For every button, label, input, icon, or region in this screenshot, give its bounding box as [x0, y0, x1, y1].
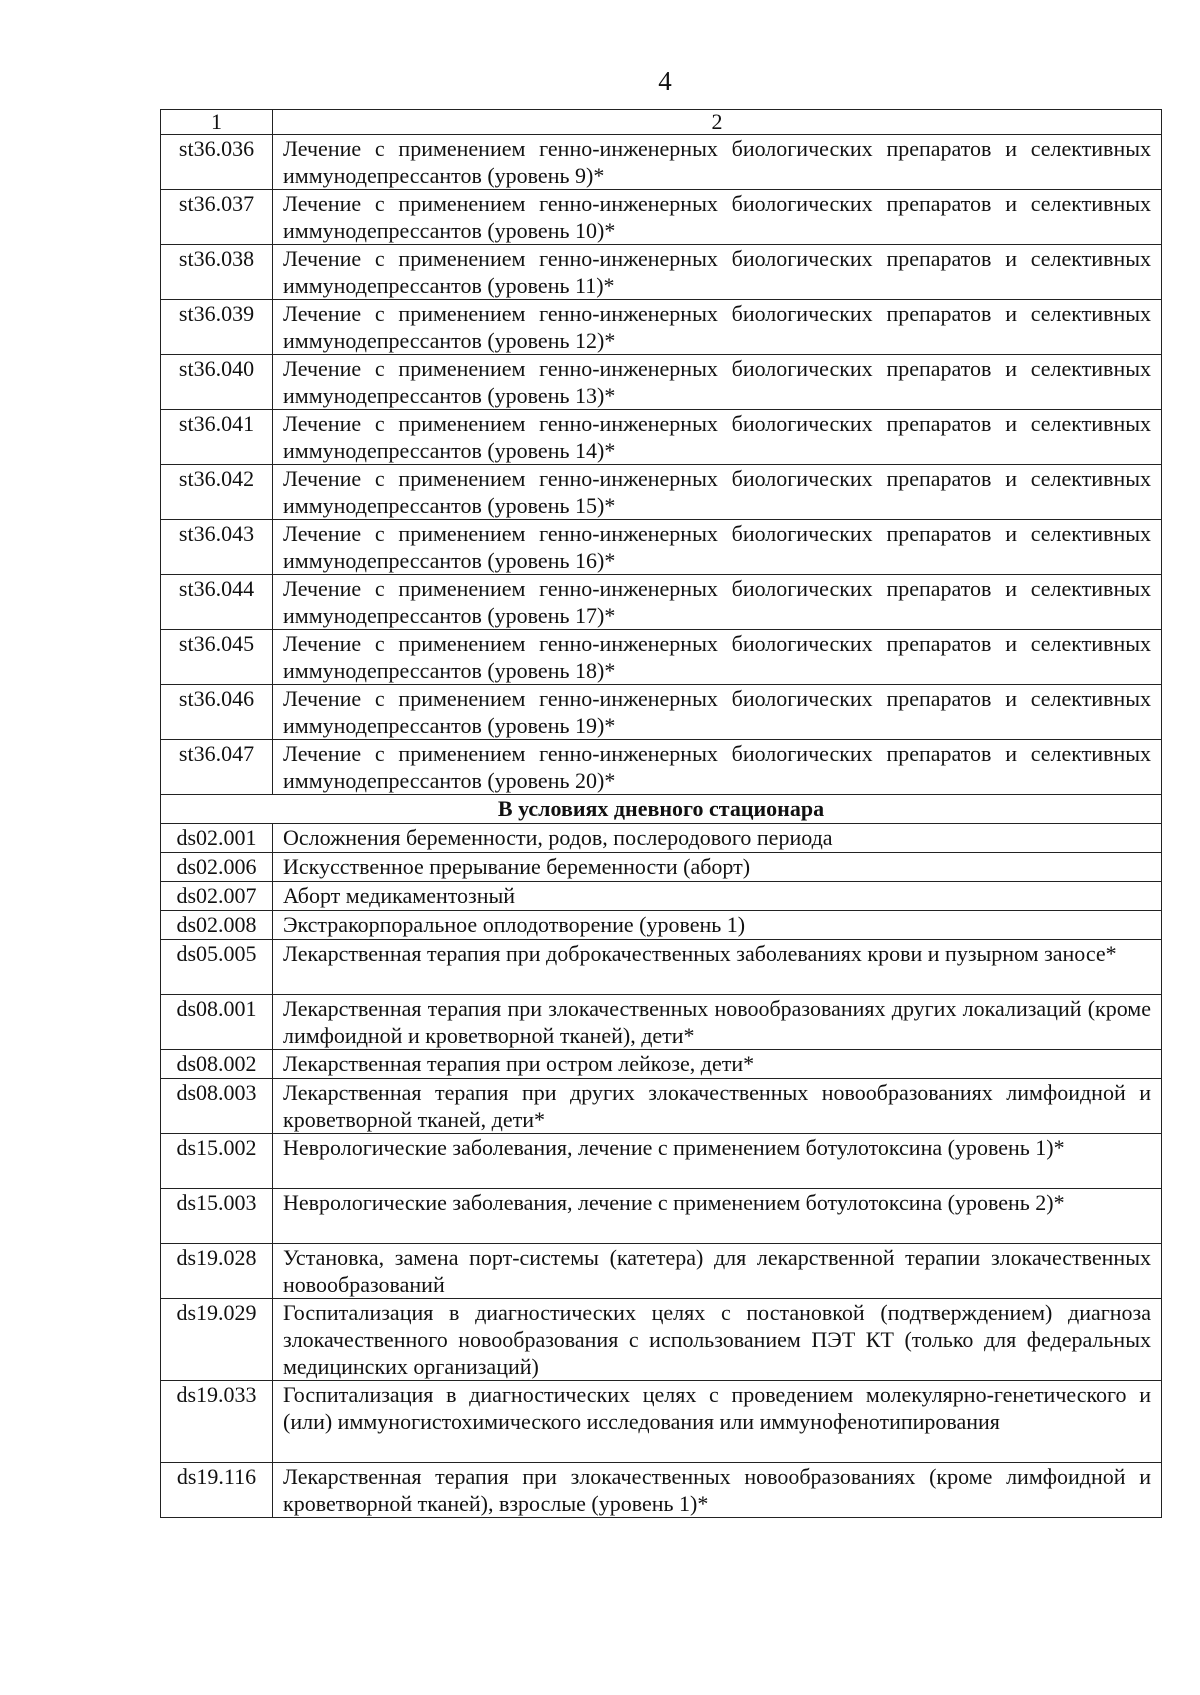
row-description: Лечение с применением генно-инженерных биологических препаратов и селективных иммунодепрессантов (уровень 14)*: [273, 410, 1162, 465]
row-description: Экстракорпоральное оплодотворение (уровень 1): [273, 911, 1162, 940]
row-description: Лечение с применением генно-инженерных биологических препаратов и селективных иммунодепрессантов (уровень 15)*: [273, 465, 1162, 520]
row-code: st36.040: [161, 355, 273, 410]
table-row: [161, 630, 1162, 685]
row-description: Госпитализация в диагностических целях с постановкой (подтверждением) диагноза злокачественного новообразования с использованием ПЭТ КТ (только для федеральных медицинских организаций): [273, 1299, 1162, 1381]
row-code: ds02.001: [161, 824, 273, 853]
row-description: Лечение с применением генно-инженерных биологических препаратов и селективных иммунодепрессантов (уровень 12)*: [273, 300, 1162, 355]
table-row: [161, 740, 1162, 795]
table-row: [161, 824, 1162, 853]
table-row: [161, 355, 1162, 410]
row-description: Неврологические заболевания, лечение с применением ботулотоксина (уровень 2)*: [273, 1189, 1162, 1244]
row-description: Осложнения беременности, родов, послеродового периода: [273, 824, 1162, 853]
row-description: Лечение с применением генно-инженерных биологических препаратов и селективных иммунодепрессантов (уровень 16)*: [273, 520, 1162, 575]
table-row: [161, 1079, 1162, 1134]
table-header-row: [161, 110, 1162, 135]
row-description: Лечение с применением генно-инженерных биологических препаратов и селективных иммунодепрессантов (уровень 19)*: [273, 685, 1162, 740]
row-code: st36.038: [161, 245, 273, 300]
row-code: st36.046: [161, 685, 273, 740]
table-row: [161, 135, 1162, 190]
table-row: [161, 940, 1162, 995]
column-header-1: 1: [161, 110, 273, 135]
row-code: ds15.002: [161, 1134, 273, 1189]
table-row: [161, 1299, 1162, 1381]
row-code: ds19.116: [161, 1463, 273, 1518]
row-code: st36.036: [161, 135, 273, 190]
row-code: st36.045: [161, 630, 273, 685]
row-description: Искусственное прерывание беременности (аборт): [273, 853, 1162, 882]
row-code: st36.041: [161, 410, 273, 465]
row-code: ds08.001: [161, 995, 273, 1050]
row-code: ds19.028: [161, 1244, 273, 1299]
row-description: Лечение с применением генно-инженерных биологических препаратов и селективных иммунодепрессантов (уровень 9)*: [273, 135, 1162, 190]
table-row: [161, 882, 1162, 911]
row-code: ds19.029: [161, 1299, 273, 1381]
table-row: [161, 853, 1162, 882]
table-row: [161, 1244, 1162, 1299]
table-row: [161, 685, 1162, 740]
page-number: 4: [658, 66, 672, 96]
row-code: st36.039: [161, 300, 273, 355]
row-description: Лекарственная терапия при остром лейкозе, дети*: [273, 1050, 1162, 1079]
table-row: [161, 995, 1162, 1050]
row-description: Лечение с применением генно-инженерных биологических препаратов и селективных иммунодепрессантов (уровень 10)*: [273, 190, 1162, 245]
row-description: Лечение с применением генно-инженерных биологических препаратов и селективных иммунодепрессантов (уровень 20)*: [273, 740, 1162, 795]
row-code: st36.042: [161, 465, 273, 520]
row-code: ds08.002: [161, 1050, 273, 1079]
table-row: [161, 1134, 1162, 1189]
row-code: ds08.003: [161, 1079, 273, 1134]
row-description: Неврологические заболевания, лечение с применением ботулотоксина (уровень 1)*: [273, 1134, 1162, 1189]
row-code: st36.043: [161, 520, 273, 575]
table-row: [161, 1189, 1162, 1244]
row-code: ds02.008: [161, 911, 273, 940]
tariff-table: [160, 109, 1162, 1518]
row-description: Лечение с применением генно-инженерных биологических препаратов и селективных иммунодепрессантов (уровень 13)*: [273, 355, 1162, 410]
column-header-2: 2: [273, 110, 1162, 135]
table-row: [161, 245, 1162, 300]
table-row: [161, 911, 1162, 940]
section-heading: В условиях дневного стационара: [161, 795, 1162, 824]
row-description: Аборт медикаментозный: [273, 882, 1162, 911]
row-description: Лекарственная терапия при доброкачественных заболеваниях крови и пузырном заносе*: [273, 940, 1162, 995]
table-row: [161, 465, 1162, 520]
row-code: ds02.006: [161, 853, 273, 882]
row-description: Лекарственная терапия при злокачественных новообразованиях (кроме лимфоидной и кроветворной тканей), взрослые (уровень 1)*: [273, 1463, 1162, 1518]
section-heading-row: [161, 795, 1162, 824]
row-code: st36.037: [161, 190, 273, 245]
table-row: [161, 1050, 1162, 1079]
row-description: Лечение с применением генно-инженерных биологических препаратов и селективных иммунодепрессантов (уровень 11)*: [273, 245, 1162, 300]
row-code: st36.047: [161, 740, 273, 795]
table-row: [161, 520, 1162, 575]
row-description: Лекарственная терапия при злокачественных новообразованиях других локализаций (кроме лимфоидной и кроветворной тканей), дети*: [273, 995, 1162, 1050]
table-row: [161, 190, 1162, 245]
row-code: ds19.033: [161, 1381, 273, 1463]
row-code: ds05.005: [161, 940, 273, 995]
table-row: [161, 1381, 1162, 1463]
table-row: [161, 575, 1162, 630]
row-description: Лечение с применением генно-инженерных биологических препаратов и селективных иммунодепрессантов (уровень 17)*: [273, 575, 1162, 630]
row-code: ds15.003: [161, 1189, 273, 1244]
row-description: Госпитализация в диагностических целях с проведением молекулярно-генетического и (или) иммуногистохимического исследования или иммунофенотипирования: [273, 1381, 1162, 1463]
row-code: st36.044: [161, 575, 273, 630]
table-row: [161, 300, 1162, 355]
row-description: Лечение с применением генно-инженерных биологических препаратов и селективных иммунодепрессантов (уровень 18)*: [273, 630, 1162, 685]
row-description: Установка, замена порт-системы (катетера) для лекарственной терапии злокачественных новообразований: [273, 1244, 1162, 1299]
table-row: [161, 1463, 1162, 1518]
table-row: [161, 410, 1162, 465]
row-code: ds02.007: [161, 882, 273, 911]
row-description: Лекарственная терапия при других злокачественных новообразованиях лимфоидной и кроветворной тканей, дети*: [273, 1079, 1162, 1134]
